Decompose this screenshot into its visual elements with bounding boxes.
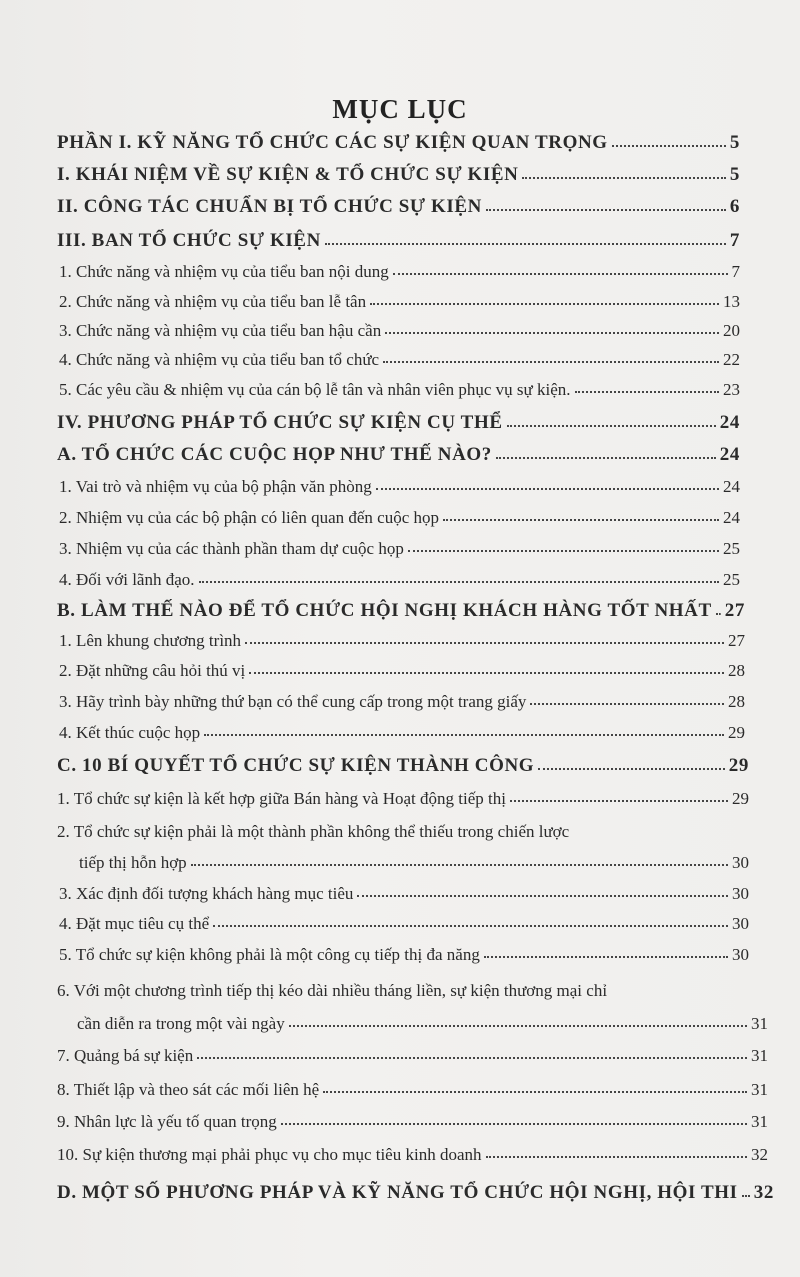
dot-leader bbox=[507, 425, 716, 427]
toc-entry-label: IV. PHƯƠNG PHÁP TỔ CHỨC SỰ KIỆN CỤ THỂ bbox=[57, 412, 503, 433]
toc-entry-label: 2. Đặt những câu hỏi thú vị bbox=[59, 661, 246, 680]
toc-entry-label: 4. Kết thúc cuộc họp bbox=[59, 723, 201, 742]
toc-heading bbox=[57, 444, 740, 466]
toc-entry-label: 1. Tổ chức sự kiện là kết hợp giữa Bán hàng và Hoạt động tiếp thị bbox=[57, 789, 506, 808]
toc-entry-continuation: cần diễn ra trong một vài ngày bbox=[77, 1014, 285, 1033]
toc-page-number: 30 bbox=[732, 884, 749, 903]
toc-entry-label: 4. Chức năng và nhiệm vụ của tiểu ban tổ chức bbox=[59, 350, 380, 369]
toc-page-number: 31 bbox=[751, 1046, 768, 1065]
toc-page-number: 32 bbox=[753, 1182, 774, 1203]
toc-page-number: 30 bbox=[732, 945, 749, 964]
toc-entry bbox=[59, 631, 745, 651]
toc-page-number: 23 bbox=[723, 380, 740, 399]
dot-leader bbox=[742, 1195, 750, 1197]
toc-entry bbox=[59, 884, 749, 904]
toc-heading bbox=[57, 1182, 774, 1204]
dot-leader bbox=[289, 1025, 747, 1027]
toc-heading bbox=[57, 230, 740, 252]
dot-leader bbox=[249, 672, 724, 674]
toc-heading bbox=[57, 132, 740, 154]
toc-page-number: 24 bbox=[719, 444, 740, 465]
toc-entry-label: 8. Thiết lập và theo sát các mối liên hệ bbox=[57, 1080, 320, 1099]
toc-heading bbox=[57, 755, 749, 777]
toc-entry-label: 3. Xác định đối tượng khách hàng mục tiêu bbox=[59, 884, 354, 903]
dot-leader bbox=[443, 519, 719, 521]
toc-heading bbox=[57, 164, 740, 186]
toc-heading bbox=[57, 196, 740, 218]
toc-entry-label: 5. Tổ chức sự kiện không phải là một công cụ tiếp thị đa năng bbox=[59, 945, 480, 964]
toc-entry bbox=[59, 570, 740, 590]
toc-entry-label: 9. Nhân lực là yếu tố quan trọng bbox=[57, 1112, 277, 1131]
toc-entry-label: 1. Lên khung chương trình bbox=[59, 631, 242, 650]
dot-leader bbox=[376, 488, 719, 490]
toc-entry bbox=[59, 661, 745, 681]
page-title: MỤC LỤC bbox=[332, 94, 468, 124]
toc-entry-label: II. CÔNG TÁC CHUẨN BỊ TỔ CHỨC SỰ KIỆN bbox=[57, 196, 482, 217]
dot-leader bbox=[323, 1091, 747, 1093]
toc-entry bbox=[57, 1080, 768, 1100]
toc-page-number: 27 bbox=[724, 600, 745, 621]
dot-leader bbox=[538, 768, 725, 770]
toc-page-number: 28 bbox=[728, 692, 745, 711]
toc-entry-continuation: tiếp thị hỗn hợp bbox=[79, 853, 187, 872]
dot-leader bbox=[325, 243, 726, 245]
toc-page-number: 32 bbox=[751, 1145, 768, 1164]
dot-leader bbox=[408, 550, 719, 552]
toc-entry-label: D. MỘT SỐ PHƯƠNG PHÁP VÀ KỸ NĂNG TỔ CHỨC HỘI NGHỊ, HỘI THI bbox=[57, 1182, 738, 1203]
dot-leader bbox=[575, 391, 719, 393]
toc-entry-label: 3. Nhiệm vụ của các thành phần tham dự cuộc họp bbox=[59, 539, 404, 558]
toc-entry bbox=[77, 1014, 768, 1034]
toc-entry-label: 2. Tổ chức sự kiện phải là một thành phần không thể thiếu trong chiến lược bbox=[57, 822, 570, 841]
dot-leader bbox=[204, 734, 724, 736]
dot-leader bbox=[191, 864, 728, 866]
toc-entry-label: 4. Đối với lãnh đạo. bbox=[59, 570, 195, 589]
toc-entry bbox=[59, 508, 740, 528]
toc-entry bbox=[59, 914, 749, 934]
toc-entry-label: III. BAN TỔ CHỨC SỰ KIỆN bbox=[57, 230, 321, 251]
toc-page-number: 25 bbox=[723, 539, 740, 558]
toc-page-number: 31 bbox=[751, 1014, 768, 1033]
toc-page-number: 24 bbox=[723, 508, 740, 527]
dot-leader bbox=[496, 457, 716, 459]
toc-entry bbox=[57, 1046, 768, 1066]
toc-page-number: 25 bbox=[723, 570, 740, 589]
dot-leader bbox=[530, 703, 724, 705]
toc-page-number: 5 bbox=[729, 164, 740, 185]
dot-leader bbox=[357, 895, 728, 897]
dot-leader bbox=[486, 209, 726, 211]
toc-page-number: 6 bbox=[729, 196, 740, 217]
dot-leader bbox=[213, 925, 728, 927]
dot-leader bbox=[486, 1156, 748, 1158]
toc-entry bbox=[57, 1112, 768, 1132]
dot-leader bbox=[510, 800, 728, 802]
toc-page-number: 31 bbox=[751, 1112, 768, 1131]
toc-page-number: 27 bbox=[728, 631, 745, 650]
toc-page-number: 7 bbox=[731, 262, 740, 281]
dot-leader bbox=[612, 145, 726, 147]
toc-entry bbox=[57, 789, 749, 809]
dot-leader bbox=[197, 1057, 747, 1059]
toc-entry-label: 3. Chức năng và nhiệm vụ của tiểu ban hậu cần bbox=[59, 321, 382, 340]
dot-leader bbox=[383, 361, 719, 363]
toc-entry bbox=[59, 380, 740, 400]
dot-leader bbox=[716, 613, 721, 615]
toc-page-number: 20 bbox=[723, 321, 740, 340]
dot-leader bbox=[522, 177, 725, 179]
toc-page-number: 5 bbox=[729, 132, 740, 153]
toc-entry-label: 6. Với một chương trình tiếp thị kéo dài nhiều tháng liền, sự kiện thương mại chỉ bbox=[57, 981, 608, 1000]
toc-entry bbox=[57, 1145, 768, 1165]
toc-entry bbox=[59, 350, 740, 370]
dot-leader bbox=[393, 273, 728, 275]
toc-entry-label: 3. Hãy trình bày những thứ bạn có thể cung cấp trong một trang giấy bbox=[59, 692, 527, 711]
toc-entry bbox=[59, 723, 745, 743]
toc-entry bbox=[59, 692, 745, 712]
dot-leader bbox=[281, 1123, 747, 1125]
toc-entry-label: B. LÀM THẾ NÀO ĐỂ TỔ CHỨC HỘI NGHỊ KHÁCH HÀNG TỐT NHẤT bbox=[57, 600, 712, 621]
toc-entry-label: C. 10 BÍ QUYẾT TỔ CHỨC SỰ KIỆN THÀNH CÔNG bbox=[57, 755, 535, 776]
dot-leader bbox=[245, 642, 724, 644]
toc-page-number: 7 bbox=[729, 230, 740, 251]
toc-entry-label: 7. Quảng bá sự kiện bbox=[57, 1046, 194, 1065]
toc-entry bbox=[79, 853, 749, 873]
toc-page-number: 24 bbox=[723, 477, 740, 496]
dot-leader bbox=[484, 956, 728, 958]
toc-entry-label: I. KHÁI NIỆM VỀ SỰ KIỆN & TỔ CHỨC SỰ KIỆN bbox=[57, 164, 519, 185]
toc-page-number: 24 bbox=[719, 412, 740, 433]
toc-entry bbox=[59, 321, 740, 341]
toc-entry bbox=[59, 477, 740, 497]
toc-entry-label: A. TỔ CHỨC CÁC CUỘC HỌP NHƯ THẾ NÀO? bbox=[57, 444, 492, 465]
toc-page-number: 29 bbox=[732, 789, 749, 808]
toc-entry bbox=[59, 539, 740, 559]
dot-leader bbox=[199, 581, 719, 583]
toc-entry-label: 10. Sự kiện thương mại phải phục vụ cho mục tiêu kinh doanh bbox=[57, 1145, 482, 1164]
dot-leader bbox=[385, 332, 719, 334]
toc-page-number: 13 bbox=[723, 292, 740, 311]
toc-page-number: 29 bbox=[728, 723, 745, 742]
toc-page-number: 30 bbox=[732, 853, 749, 872]
toc-entry-label: 1. Vai trò và nhiệm vụ của bộ phận văn phòng bbox=[59, 477, 372, 496]
toc-entry-label: 4. Đặt mục tiêu cụ thể bbox=[59, 914, 210, 933]
toc-page-number: 31 bbox=[751, 1080, 768, 1099]
toc-heading bbox=[57, 412, 740, 434]
toc-heading bbox=[57, 600, 745, 622]
toc-page-number: 28 bbox=[728, 661, 745, 680]
toc-page-number: 29 bbox=[728, 755, 749, 776]
toc-entry-label: 2. Nhiệm vụ của các bộ phận có liên quan đến cuộc họp bbox=[59, 508, 440, 527]
toc-entry-label: 2. Chức năng và nhiệm vụ của tiểu ban lễ tân bbox=[59, 292, 367, 311]
toc-entry bbox=[59, 292, 740, 312]
toc-entry bbox=[59, 262, 740, 282]
dot-leader bbox=[370, 303, 719, 305]
toc-entry bbox=[59, 945, 749, 965]
toc-page-number: 30 bbox=[732, 914, 749, 933]
toc-entry-label: 5. Các yêu cầu & nhiệm vụ của cán bộ lễ tân và nhân viên phục vụ sự kiện. bbox=[59, 380, 571, 399]
toc-entry-label: PHẦN I. KỸ NĂNG TỔ CHỨC CÁC SỰ KIỆN QUAN TRỌNG bbox=[57, 132, 608, 153]
toc-entry-label: 1. Chức năng và nhiệm vụ của tiểu ban nội dung bbox=[59, 262, 389, 281]
toc-page-number: 22 bbox=[723, 350, 740, 369]
